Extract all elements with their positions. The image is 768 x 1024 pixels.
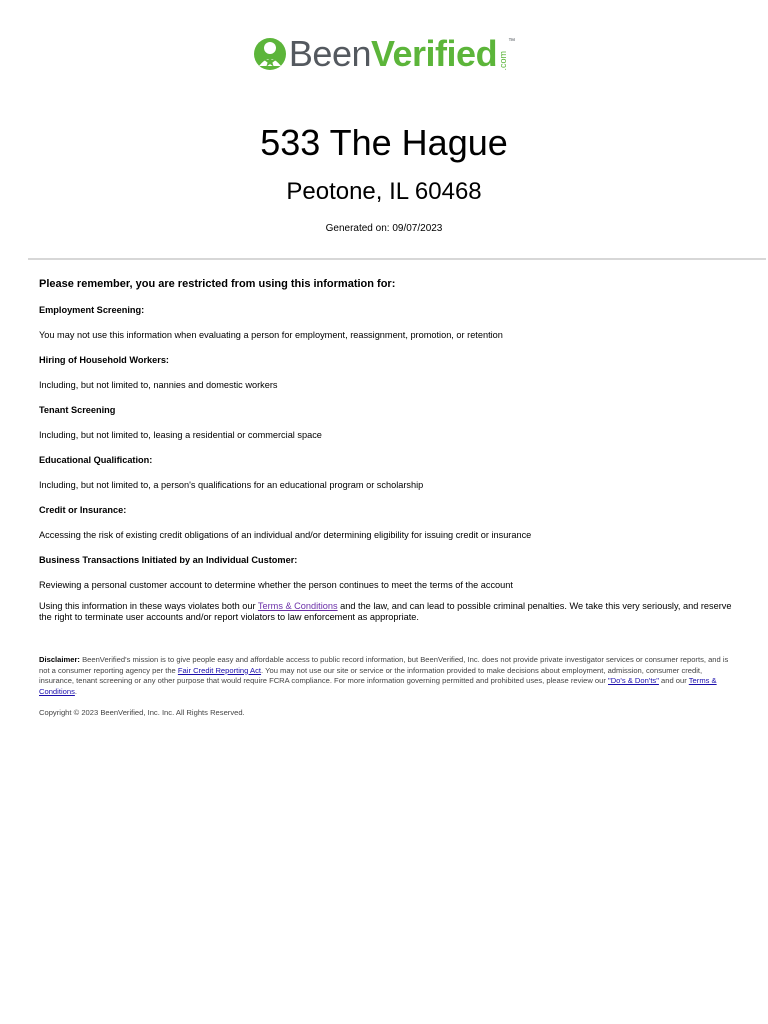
section-desc-business: Reviewing a personal customer account to determine whether the person continues to meet the terms of the account: [39, 580, 513, 590]
disclaimer-terms-link[interactable]: Terms & Conditions: [39, 676, 717, 696]
restrictions-section: [39, 278, 739, 623]
logo-text-been: Been: [288, 33, 371, 74]
copyright: Copyright © 2023 BeenVerified, Inc. Inc. All Rights Reserved.: [39, 708, 245, 717]
logo-text-verified: Verified: [371, 33, 498, 74]
section-desc-education: Including, but not limited to, a person's qualifications for an educational program or scholarship: [39, 480, 424, 490]
section-title-credit: Credit or Insurance:: [39, 505, 127, 515]
person-star-icon: [253, 36, 287, 72]
brand-logo: [0, 34, 768, 74]
warning-text-post: and the law, and can lead to possible criminal penalties. We take this very seriously, and reserve the right to terminate user accounts and/or report violators to law enforcement as appropriate.: [39, 601, 732, 622]
section-title-tenant: Tenant Screening: [39, 405, 116, 415]
logo-text-com: .com: [498, 51, 509, 71]
warning-paragraph: [39, 601, 739, 623]
page-title: 533 The Hague: [260, 122, 508, 163]
logo-wordmark: [289, 34, 497, 74]
restrictions-heading: Please remember, you are restricted from using this information for:: [39, 278, 396, 290]
disclaimer-label: Disclaimer:: [39, 655, 80, 664]
section-desc-household: Including, but not limited to, nannies and domestic workers: [39, 380, 278, 390]
disclaimer-text-3: and our: [658, 676, 689, 686]
fcra-link[interactable]: Fair Credit Reporting Act: [177, 665, 262, 675]
section-desc-employment: You may not use this information when evaluating a person for employment, reassignment, promotion, or retention: [39, 330, 503, 340]
disclaimer-text-1: BeenVerified's mission is to give people easy and affordable access to public record information, but BeenVerified, Inc. does not provide private investigator services or consumer reports, and is not a consumer reporting agency per the: [39, 655, 729, 675]
terms-conditions-link[interactable]: Terms & Conditions: [257, 601, 338, 611]
page-subtitle: Peotone, IL 60468: [286, 178, 482, 205]
section-desc-tenant: Including, but not limited to, leasing a residential or commercial space: [39, 430, 322, 440]
section-title-business: Business Transactions Initiated by an Individual Customer:: [39, 555, 298, 565]
section-title-household: Hiring of Household Workers:: [39, 355, 169, 365]
disclaimer-text-2: . You may not use our site or service or the information provided to make decisions about employment, admission, consumer credit, insurance, tenant screening or any other purpose that would require FCRA compliance. For more information governing permitted and prohibited uses, please review our: [39, 665, 703, 686]
disclaimer-text-4: .: [74, 686, 78, 696]
disclaimer: [39, 655, 739, 697]
section-title-employment: Employment Screening:: [39, 305, 145, 315]
warning-text-pre: Using this information in these ways violates both our: [39, 601, 258, 611]
section-desc-credit: Accessing the risk of existing credit obligations of an individual and/or determining eligibility for issuing credit or insurance: [39, 530, 532, 540]
section-title-education: Educational Qualification:: [39, 455, 153, 465]
generated-date: Generated on: 09/07/2023: [325, 223, 443, 234]
divider: [28, 258, 766, 260]
logo-trademark: ™: [508, 38, 516, 45]
dos-donts-link[interactable]: "Do's & Don'ts": [608, 676, 659, 686]
logo-wrapper: [253, 34, 515, 74]
